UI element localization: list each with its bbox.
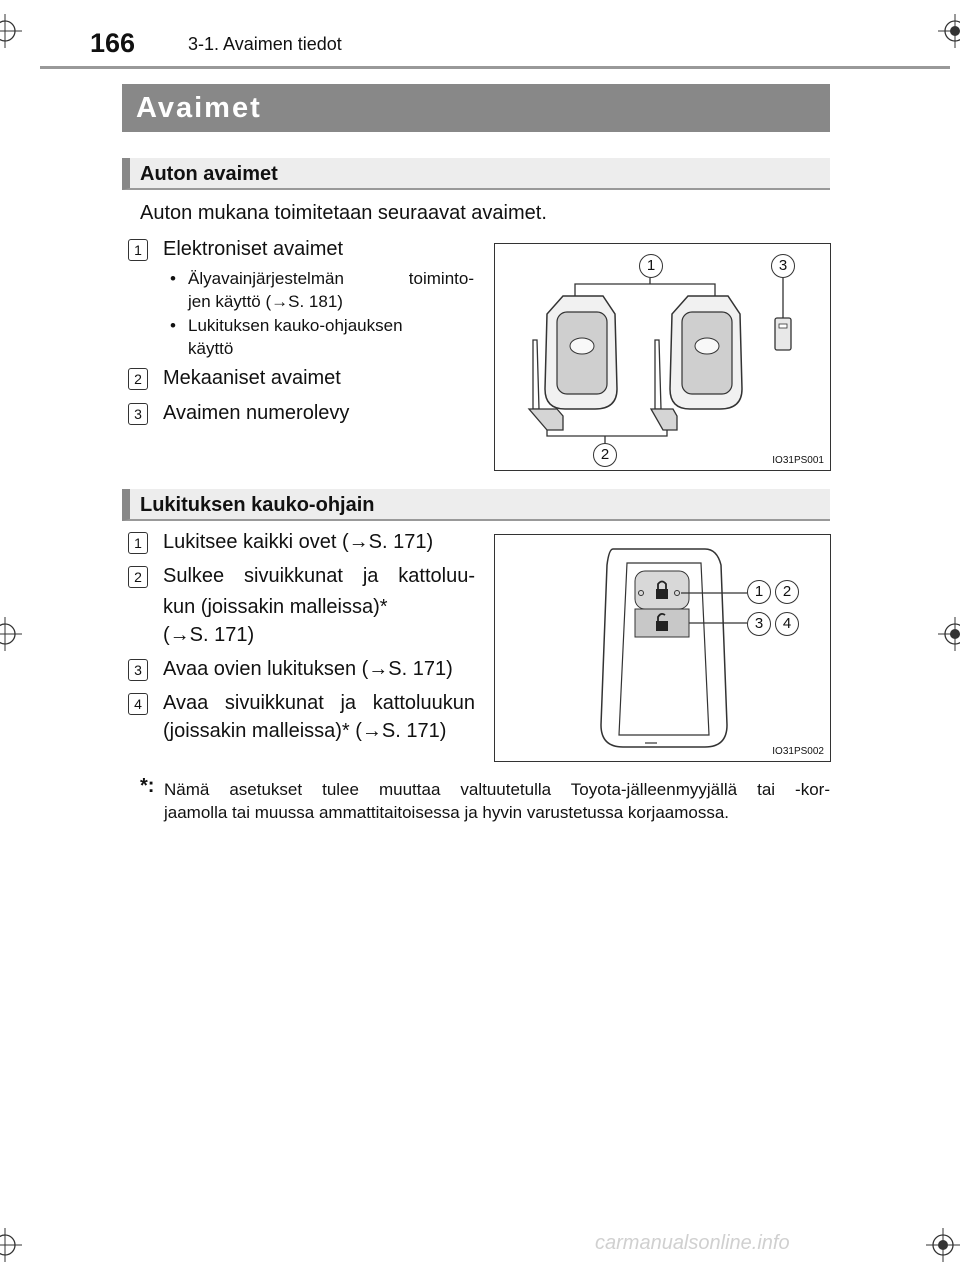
keys-item-2-label: Mekaaniset avaimet <box>163 367 341 389</box>
keys-item-3-label: Avaimen numerolevy <box>163 402 350 424</box>
watermark: carmanualsonline.info <box>595 1232 790 1254</box>
remote-item-4-line-1: Avaa sivuikkunat ja kattoluukun <box>163 692 475 714</box>
callout-2: 2 <box>775 580 799 604</box>
page-title: Avaimet <box>122 84 830 132</box>
keys-item-1-label: Elektroniset avaimet <box>163 238 344 260</box>
footnote-mark: *: <box>140 775 155 797</box>
remote-item-2-line-3: (→S. 171) <box>163 624 255 646</box>
callout-1: 1 <box>639 254 663 278</box>
remote-item-3-number: 3 <box>128 659 148 681</box>
registration-mark-bottom-left <box>0 1228 22 1262</box>
footnote-line-2: jaamolla tai muussa ammattitaitoisessa ja hyvin varustetussa korjaamossa. <box>164 803 730 822</box>
remote-illustration <box>494 534 831 762</box>
callout-1: 1 <box>747 580 771 604</box>
lock-icon <box>656 589 668 599</box>
keys-bullet-1-line-1: Älyavainjärjestelmän toiminto- <box>188 269 474 288</box>
bullet-dot: • <box>170 269 176 288</box>
figure-code: IO31PS001 <box>772 455 824 466</box>
remote-drawing <box>495 535 829 760</box>
keys-item-3-number: 3 <box>128 403 148 425</box>
callout-3: 3 <box>771 254 795 278</box>
remote-item-3-text: Avaa ovien lukituksen (→S. 171) <box>163 658 453 680</box>
callout-2: 2 <box>593 443 617 467</box>
keys-drawing <box>495 244 829 469</box>
remote-item-2-line-1: Sulkee sivuikkunat ja kattoluu- <box>163 565 475 587</box>
remote-item-2-number: 2 <box>128 566 148 588</box>
page-number: 166 <box>90 28 136 58</box>
keys-illustration <box>494 243 831 471</box>
callout-3: 3 <box>747 612 771 636</box>
remote-item-1-number: 1 <box>128 532 148 554</box>
registration-mark-top-left <box>0 14 22 48</box>
registration-mark-bottom-right <box>926 1228 960 1262</box>
bullet-dot: • <box>170 316 176 335</box>
header-divider <box>40 66 950 69</box>
remote-item-1-text: Lukitsee kaikki ovet (→S. 171) <box>163 531 434 553</box>
smart-key-left <box>545 296 617 409</box>
keys-bullet-2-line-2: käyttö <box>188 339 234 358</box>
footnote-line-1: Nämä asetukset tulee muuttaa valtuutetulla Toyota-jälleenmyyjällä tai -kor- <box>164 780 830 799</box>
figure-code: IO31PS002 <box>772 746 824 757</box>
keys-item-1-number: 1 <box>128 239 148 261</box>
callout-4: 4 <box>775 612 799 636</box>
remote-item-4-number: 4 <box>128 693 148 715</box>
keys-heading: Auton avaimet <box>122 158 830 190</box>
section-title: 3-1. Avaimen tiedot <box>188 34 342 54</box>
remote-item-4-line-2: (joissakin malleissa)* (→S. 171) <box>163 720 447 742</box>
keys-item-2-number: 2 <box>128 368 148 390</box>
registration-mark-top-right <box>938 14 960 48</box>
keys-bullet-1-line-2: jen käyttö (→S. 181) <box>188 292 343 311</box>
unlock-icon <box>656 621 668 631</box>
remote-item-2-line-2: kun (joissakin malleissa)* <box>163 596 388 618</box>
keys-intro: Auton mukana toimitetaan seuraavat avaimet. <box>140 202 547 224</box>
remote-heading: Lukituksen kauko-ohjain <box>122 489 830 521</box>
keys-bullet-2-line-1: Lukituksen kauko-ohjauksen <box>188 316 403 335</box>
registration-mark-mid-left <box>0 617 22 651</box>
smart-key-right <box>670 296 742 409</box>
registration-mark-mid-right <box>938 617 960 651</box>
key-number-plate <box>775 278 791 350</box>
